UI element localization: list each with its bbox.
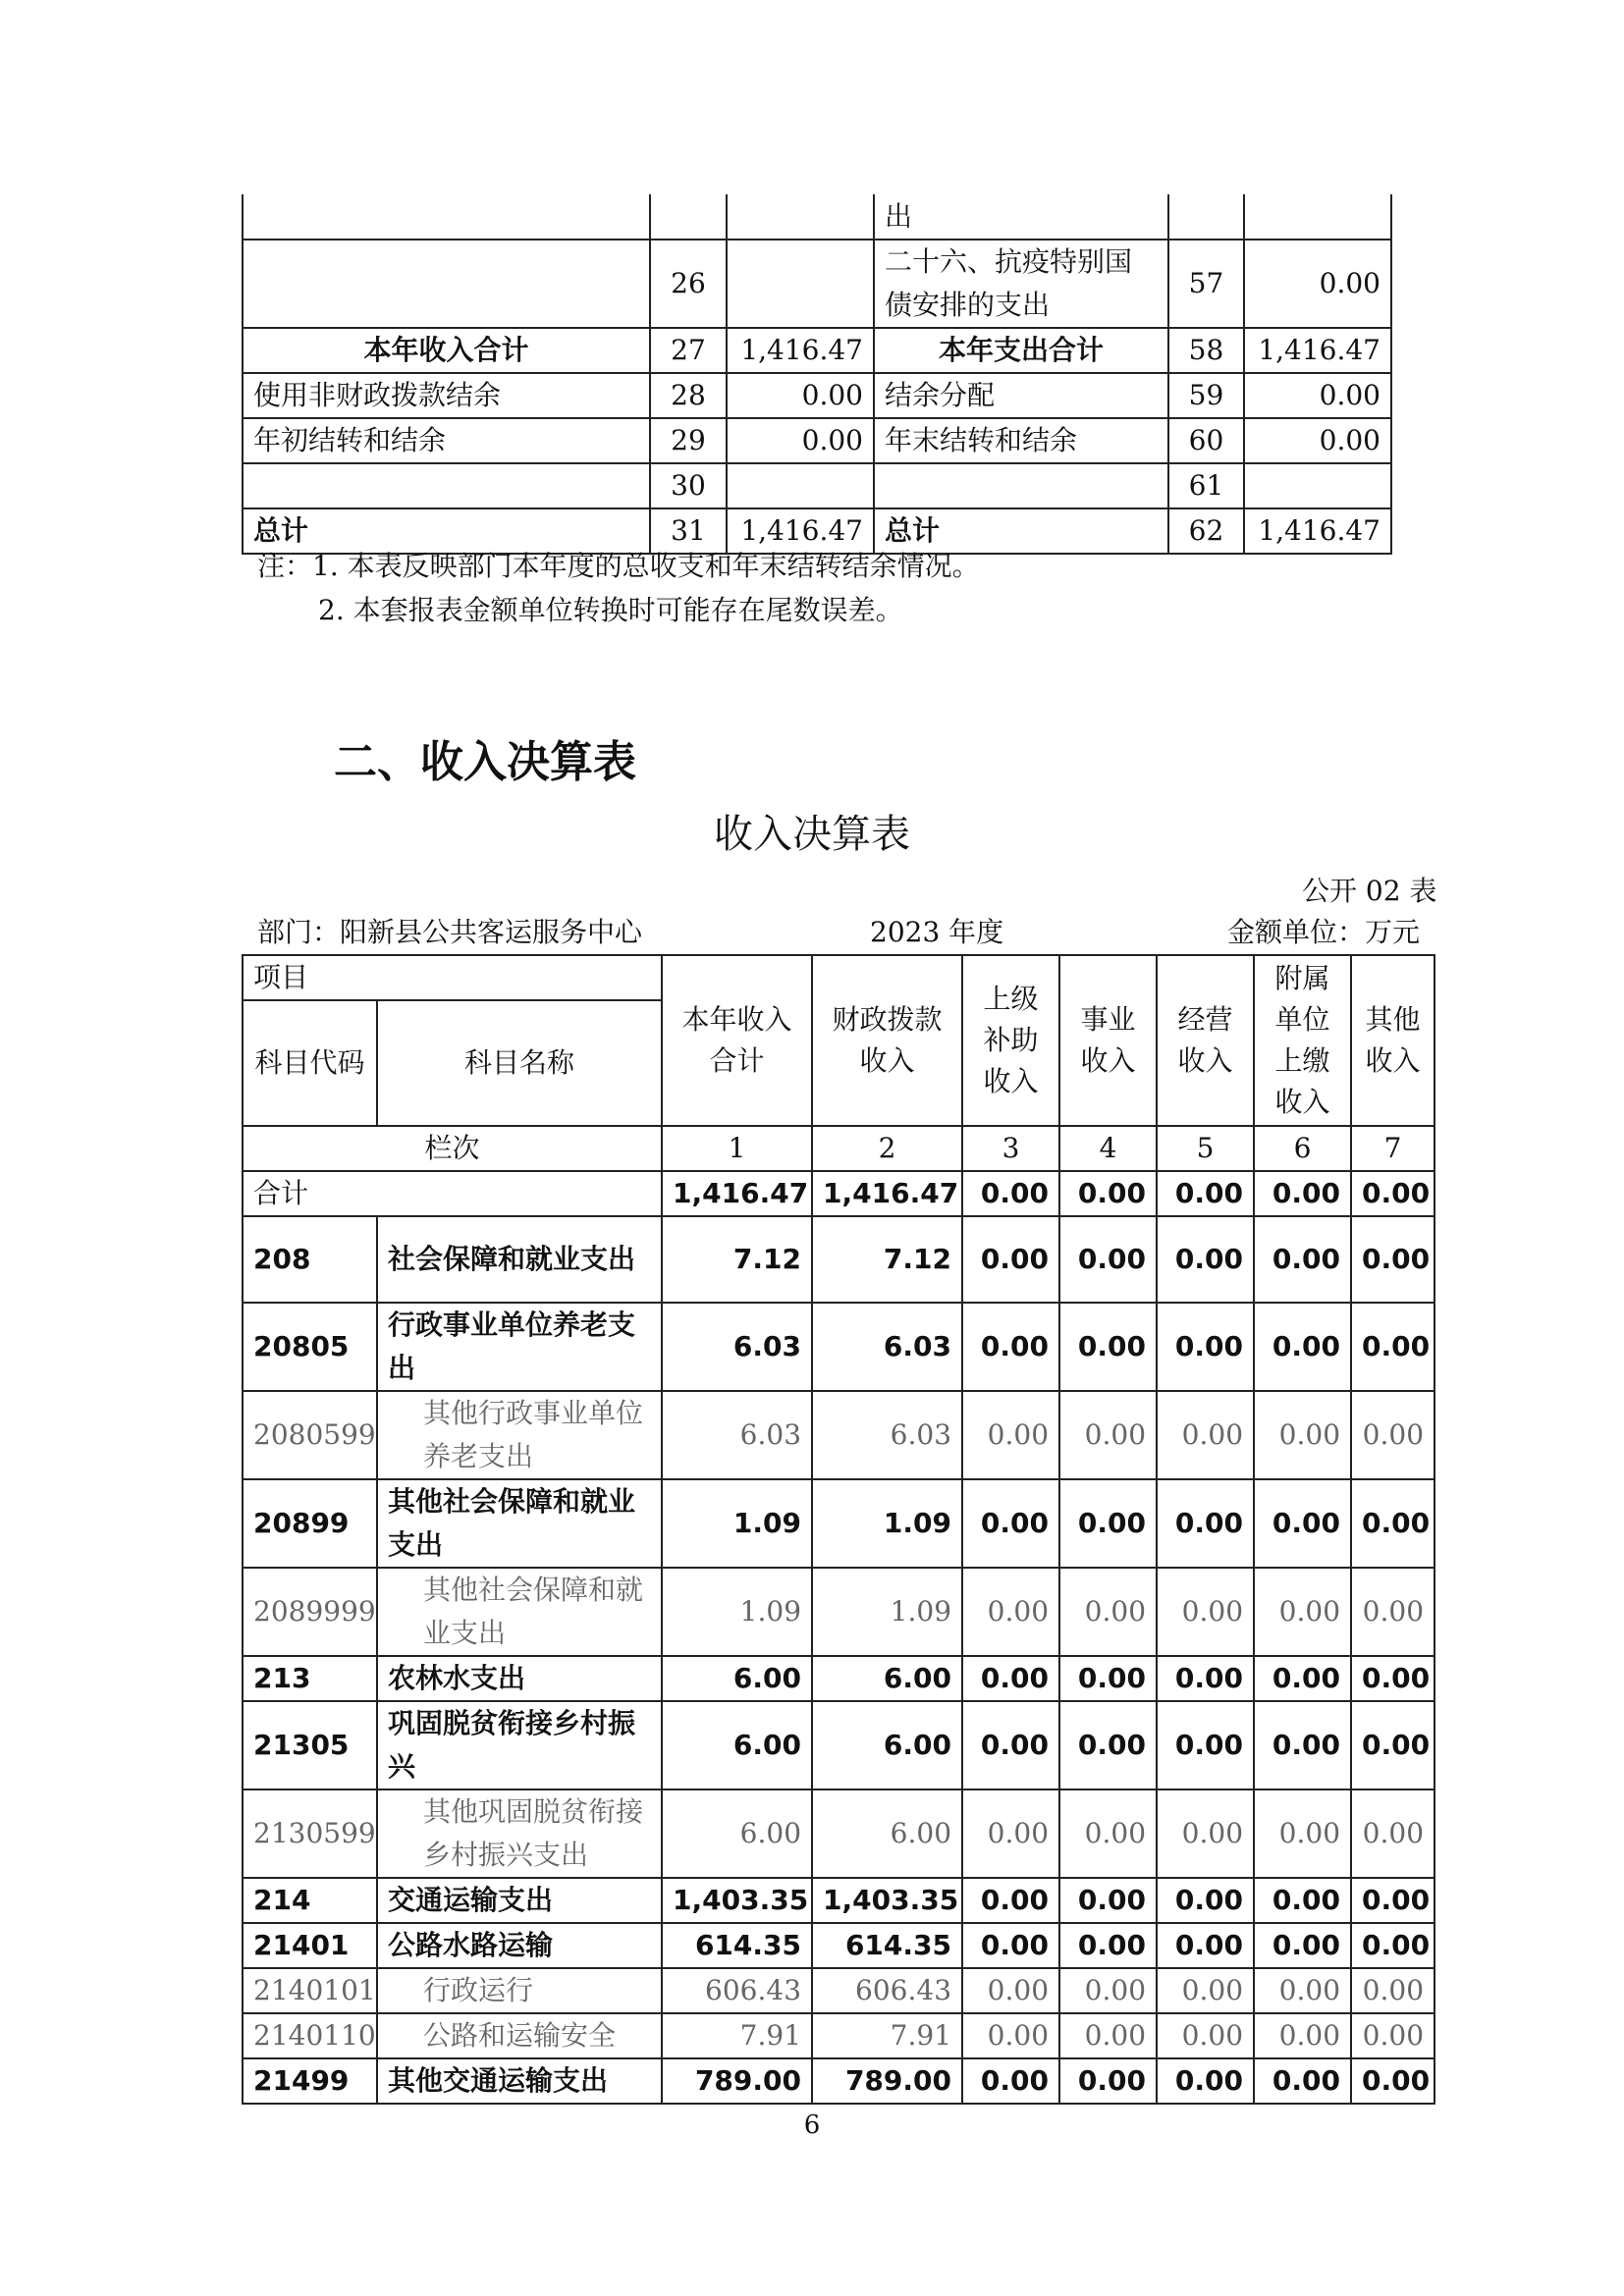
header-business: 事业收入 <box>1059 955 1157 1126</box>
income-amount: 1,416.47 <box>727 328 874 373</box>
amount-cell: 6.03 <box>662 1303 812 1391</box>
amount-cell: 0.00 <box>1254 1216 1351 1303</box>
amount-cell: 0.00 <box>1254 1479 1351 1568</box>
amount-cell: 0.00 <box>1157 1701 1254 1789</box>
amount-cell: 0.00 <box>1351 1479 1435 1568</box>
header-item: 项目 <box>243 955 662 1000</box>
table-title: 收入决算表 <box>714 812 910 857</box>
section-heading: 二、收入决算表 <box>334 737 636 787</box>
table-row <box>243 2013 1435 2058</box>
amount-cell: 0.00 <box>1157 1391 1254 1479</box>
amount-cell: 0.00 <box>1254 1878 1351 1923</box>
amount-cell: 614.35 <box>812 1923 962 1968</box>
amount-cell: 0.00 <box>1254 1303 1351 1391</box>
amount-cell: 0.00 <box>962 1391 1059 1479</box>
amount-cell: 0.00 <box>962 1303 1059 1391</box>
report-year: 2023 年度 <box>870 916 1004 948</box>
subject-code: 214 <box>243 1878 377 1923</box>
amount-cell: 0.00 <box>1351 1171 1435 1216</box>
amount-cell: 0.00 <box>1254 1968 1351 2013</box>
header-operating: 经营收入 <box>1157 955 1254 1126</box>
amount-cell: 6.03 <box>812 1391 962 1479</box>
amount-cell: 6.00 <box>812 1789 962 1878</box>
amount-cell: 0.00 <box>1351 1968 1435 2013</box>
table-row <box>243 1479 1435 1568</box>
subject-name: 行政运行 <box>377 1968 662 2013</box>
subject-name: 其他交通运输支出 <box>377 2058 662 2104</box>
subject-code: 2089999 <box>243 1568 377 1656</box>
row-no: 62 <box>1168 508 1244 554</box>
amount-cell: 0.00 <box>962 1878 1059 1923</box>
income-amount: 1,416.47 <box>727 508 874 554</box>
subject-name: 公路和运输安全 <box>377 2013 662 2058</box>
expense-amount: 0.00 <box>1244 418 1391 463</box>
row-no: 61 <box>1168 463 1244 508</box>
amount-cell: 0.00 <box>1059 1789 1157 1878</box>
header-other: 其他收入 <box>1351 955 1435 1126</box>
subject-code: 2140110 <box>243 2013 377 2058</box>
amount-cell: 0.00 <box>1059 1171 1157 1216</box>
subject-name: 农林水支出 <box>377 1656 662 1701</box>
amount-cell: 0.00 <box>1254 1656 1351 1701</box>
row-no: 30 <box>650 463 727 508</box>
amount-cell: 0.00 <box>962 1701 1059 1789</box>
amount-cell: 606.43 <box>662 1968 812 2013</box>
expense-amount: 0.00 <box>1244 373 1391 418</box>
amount-cell: 0.00 <box>1059 1303 1157 1391</box>
sum-label: 合计 <box>243 1171 662 1216</box>
department: 部门：阳新县公共客运服务中心 <box>257 916 643 948</box>
amount-cell: 1.09 <box>812 1479 962 1568</box>
header-column-no: 栏次 <box>243 1126 662 1171</box>
amount-cell: 0.00 <box>1351 1923 1435 1968</box>
subject-code: 20805 <box>243 1303 377 1391</box>
expense-name: 二十六、抗疫特别国债安排的支出 <box>874 240 1168 328</box>
subject-name: 其他社会保障和就业支出 <box>377 1568 662 1656</box>
amount-cell: 1.09 <box>812 1568 962 1656</box>
amount-cell: 0.00 <box>1254 1789 1351 1878</box>
subject-code: 2130599 <box>243 1789 377 1878</box>
amount-cell: 0.00 <box>1059 1391 1157 1479</box>
header-affiliated: 附属单位上缴收入 <box>1254 955 1351 1126</box>
subject-name: 其他巩固脱贫衔接乡村振兴支出 <box>377 1789 662 1878</box>
grand-total-label: 总计 <box>243 508 650 554</box>
amount-cell: 6.00 <box>812 1656 962 1701</box>
amount-cell: 0.00 <box>1157 1171 1254 1216</box>
amount-cell: 0.00 <box>1254 2058 1351 2104</box>
amount-cell: 0.00 <box>1351 1216 1435 1303</box>
header-total: 本年收入合计 <box>662 955 812 1126</box>
amount-cell: 0.00 <box>1059 2013 1157 2058</box>
table-code: 公开 02 表 <box>1302 875 1437 907</box>
amount-cell: 0.00 <box>962 1656 1059 1701</box>
note-line-1: 注：1. 本表反映部门本年度的总收支和年末结转结余情况。 <box>257 550 980 582</box>
amount-cell: 0.00 <box>1254 1923 1351 1968</box>
amount-cell: 1,403.35 <box>662 1878 812 1923</box>
amount-cell: 0.00 <box>962 1479 1059 1568</box>
amount-cell: 0.00 <box>1351 2013 1435 2058</box>
subject-code: 2080599 <box>243 1391 377 1479</box>
subject-code: 21401 <box>243 1923 377 1968</box>
col-number: 6 <box>1254 1126 1351 1171</box>
amount-cell: 0.00 <box>1059 1479 1157 1568</box>
amount-cell: 0.00 <box>1351 1568 1435 1656</box>
amount-cell: 1,403.35 <box>812 1878 962 1923</box>
grand-total-label: 总计 <box>874 508 1168 554</box>
amount-cell: 0.00 <box>1059 1878 1157 1923</box>
amount-cell: 0.00 <box>1254 1171 1351 1216</box>
amount-cell: 789.00 <box>812 2058 962 2104</box>
amount-cell: 1.09 <box>662 1568 812 1656</box>
amount-cell: 1.09 <box>662 1479 812 1568</box>
col-number: 3 <box>962 1126 1059 1171</box>
amount-cell: 0.00 <box>1157 1878 1254 1923</box>
amount-cell: 0.00 <box>1059 1216 1157 1303</box>
col-number: 1 <box>662 1126 812 1171</box>
amount-cell: 0.00 <box>1157 1656 1254 1701</box>
row-no: 28 <box>650 373 727 418</box>
amount-cell: 0.00 <box>1254 2013 1351 2058</box>
header-fiscal: 财政拨款收入 <box>812 955 962 1126</box>
col-number: 2 <box>812 1126 962 1171</box>
amount-cell: 7.12 <box>812 1216 962 1303</box>
amount-cell: 0.00 <box>1351 1656 1435 1701</box>
amount-cell: 0.00 <box>1351 1878 1435 1923</box>
amount-cell: 789.00 <box>662 2058 812 2104</box>
amount-cell: 0.00 <box>962 1923 1059 1968</box>
amount-cell: 0.00 <box>1351 1789 1435 1878</box>
amount-cell: 0.00 <box>962 2058 1059 2104</box>
amount-cell: 0.00 <box>962 1216 1059 1303</box>
amount-cell: 6.00 <box>812 1701 962 1789</box>
income-total-label: 本年收入合计 <box>243 328 650 373</box>
amount-cell: 6.00 <box>662 1656 812 1701</box>
table-row <box>243 2058 1435 2104</box>
amount-cell: 1,416.47 <box>662 1171 812 1216</box>
subject-name: 其他社会保障和就业支出 <box>377 1479 662 1568</box>
table-row <box>243 1789 1435 1878</box>
subject-code: 21305 <box>243 1701 377 1789</box>
header-name: 科目名称 <box>377 1000 662 1126</box>
note-line-2: 2. 本套报表金额单位转换时可能存在尾数误差。 <box>318 594 903 626</box>
subject-code: 21499 <box>243 2058 377 2104</box>
col-number: 4 <box>1059 1126 1157 1171</box>
table-row <box>243 1923 1435 1968</box>
amount-cell: 0.00 <box>1351 1391 1435 1479</box>
amount-cell: 7.91 <box>812 2013 962 2058</box>
subject-code: 213 <box>243 1656 377 1701</box>
subject-code: 208 <box>243 1216 377 1303</box>
table-row <box>243 1968 1435 2013</box>
amount-cell: 0.00 <box>1157 1789 1254 1878</box>
amount-cell: 0.00 <box>1059 1568 1157 1656</box>
amount-cell: 0.00 <box>962 1171 1059 1216</box>
amount-cell: 0.00 <box>1157 2013 1254 2058</box>
amount-cell: 0.00 <box>1351 1701 1435 1789</box>
expense-amount: 0.00 <box>1244 240 1391 328</box>
row-no: 27 <box>650 328 727 373</box>
row-no: 57 <box>1168 240 1244 328</box>
sum-row <box>243 1171 1435 1216</box>
table-row <box>243 1878 1435 1923</box>
amount-cell: 0.00 <box>1157 1479 1254 1568</box>
subject-code: 20899 <box>243 1479 377 1568</box>
amount-cell: 0.00 <box>1351 1303 1435 1391</box>
col-number: 7 <box>1351 1126 1435 1171</box>
amount-cell: 0.00 <box>1351 2058 1435 2104</box>
amount-cell: 0.00 <box>1157 2058 1254 2104</box>
summary-table <box>242 194 1392 555</box>
amount-cell: 0.00 <box>1157 1568 1254 1656</box>
amount-cell: 6.00 <box>662 1789 812 1878</box>
amount-cell: 0.00 <box>1059 1923 1157 1968</box>
amount-cell: 7.12 <box>662 1216 812 1303</box>
income-name: 使用非财政拨款结余 <box>243 373 650 418</box>
expense-amount: 1,416.47 <box>1244 508 1391 554</box>
amount-cell: 7.91 <box>662 2013 812 2058</box>
expense-name: 出 <box>874 194 1168 240</box>
subject-name: 其他行政事业单位养老支出 <box>377 1391 662 1479</box>
header-code: 科目代码 <box>243 1000 377 1126</box>
amount-cell: 0.00 <box>962 1789 1059 1878</box>
row-no: 60 <box>1168 418 1244 463</box>
expense-name: 年末结转和结余 <box>874 418 1168 463</box>
subject-name: 社会保障和就业支出 <box>377 1216 662 1303</box>
income-name: 年初结转和结余 <box>243 418 650 463</box>
amount-cell: 0.00 <box>1254 1568 1351 1656</box>
table-row <box>243 1216 1435 1303</box>
amount-cell: 0.00 <box>1059 1968 1157 2013</box>
table-row <box>243 1701 1435 1789</box>
amount-cell: 0.00 <box>962 1968 1059 2013</box>
expense-total-label: 本年支出合计 <box>874 328 1168 373</box>
amount-cell: 0.00 <box>962 2013 1059 2058</box>
subject-name: 交通运输支出 <box>377 1878 662 1923</box>
amount-unit: 金额单位：万元 <box>1227 916 1421 948</box>
header-superior: 上级补助收入 <box>962 955 1059 1126</box>
table-row <box>243 1303 1435 1391</box>
row-no: 26 <box>650 240 727 328</box>
subject-name: 行政事业单位养老支出 <box>377 1303 662 1391</box>
amount-cell: 0.00 <box>1254 1701 1351 1789</box>
amount-cell: 0.00 <box>1157 1923 1254 1968</box>
amount-cell: 6.03 <box>812 1303 962 1391</box>
subject-code: 2140101 <box>243 1968 377 2013</box>
amount-cell: 606.43 <box>812 1968 962 2013</box>
table-row <box>243 1391 1435 1479</box>
page-number: 6 <box>803 2110 821 2140</box>
amount-cell: 0.00 <box>1059 1656 1157 1701</box>
amount-cell: 0.00 <box>1157 1968 1254 2013</box>
amount-cell: 0.00 <box>1059 1701 1157 1789</box>
amount-cell: 0.00 <box>1157 1216 1254 1303</box>
income-amount: 0.00 <box>727 418 874 463</box>
amount-cell: 0.00 <box>1059 2058 1157 2104</box>
amount-cell: 0.00 <box>962 1568 1059 1656</box>
row-no: 59 <box>1168 373 1244 418</box>
table-row <box>243 1568 1435 1656</box>
income-amount: 0.00 <box>727 373 874 418</box>
amount-cell: 6.03 <box>662 1391 812 1479</box>
row-no: 29 <box>650 418 727 463</box>
row-no: 31 <box>650 508 727 554</box>
row-no: 58 <box>1168 328 1244 373</box>
expense-amount: 1,416.47 <box>1244 328 1391 373</box>
subject-name: 巩固脱贫衔接乡村振兴 <box>377 1701 662 1789</box>
expense-name: 结余分配 <box>874 373 1168 418</box>
amount-cell: 614.35 <box>662 1923 812 1968</box>
amount-cell: 0.00 <box>1254 1391 1351 1479</box>
income-table <box>242 954 1435 2105</box>
amount-cell: 6.00 <box>662 1701 812 1789</box>
subject-name: 公路水路运输 <box>377 1923 662 1968</box>
col-number: 5 <box>1157 1126 1254 1171</box>
amount-cell: 0.00 <box>1157 1303 1254 1391</box>
table-row <box>243 1656 1435 1701</box>
amount-cell: 1,416.47 <box>812 1171 962 1216</box>
